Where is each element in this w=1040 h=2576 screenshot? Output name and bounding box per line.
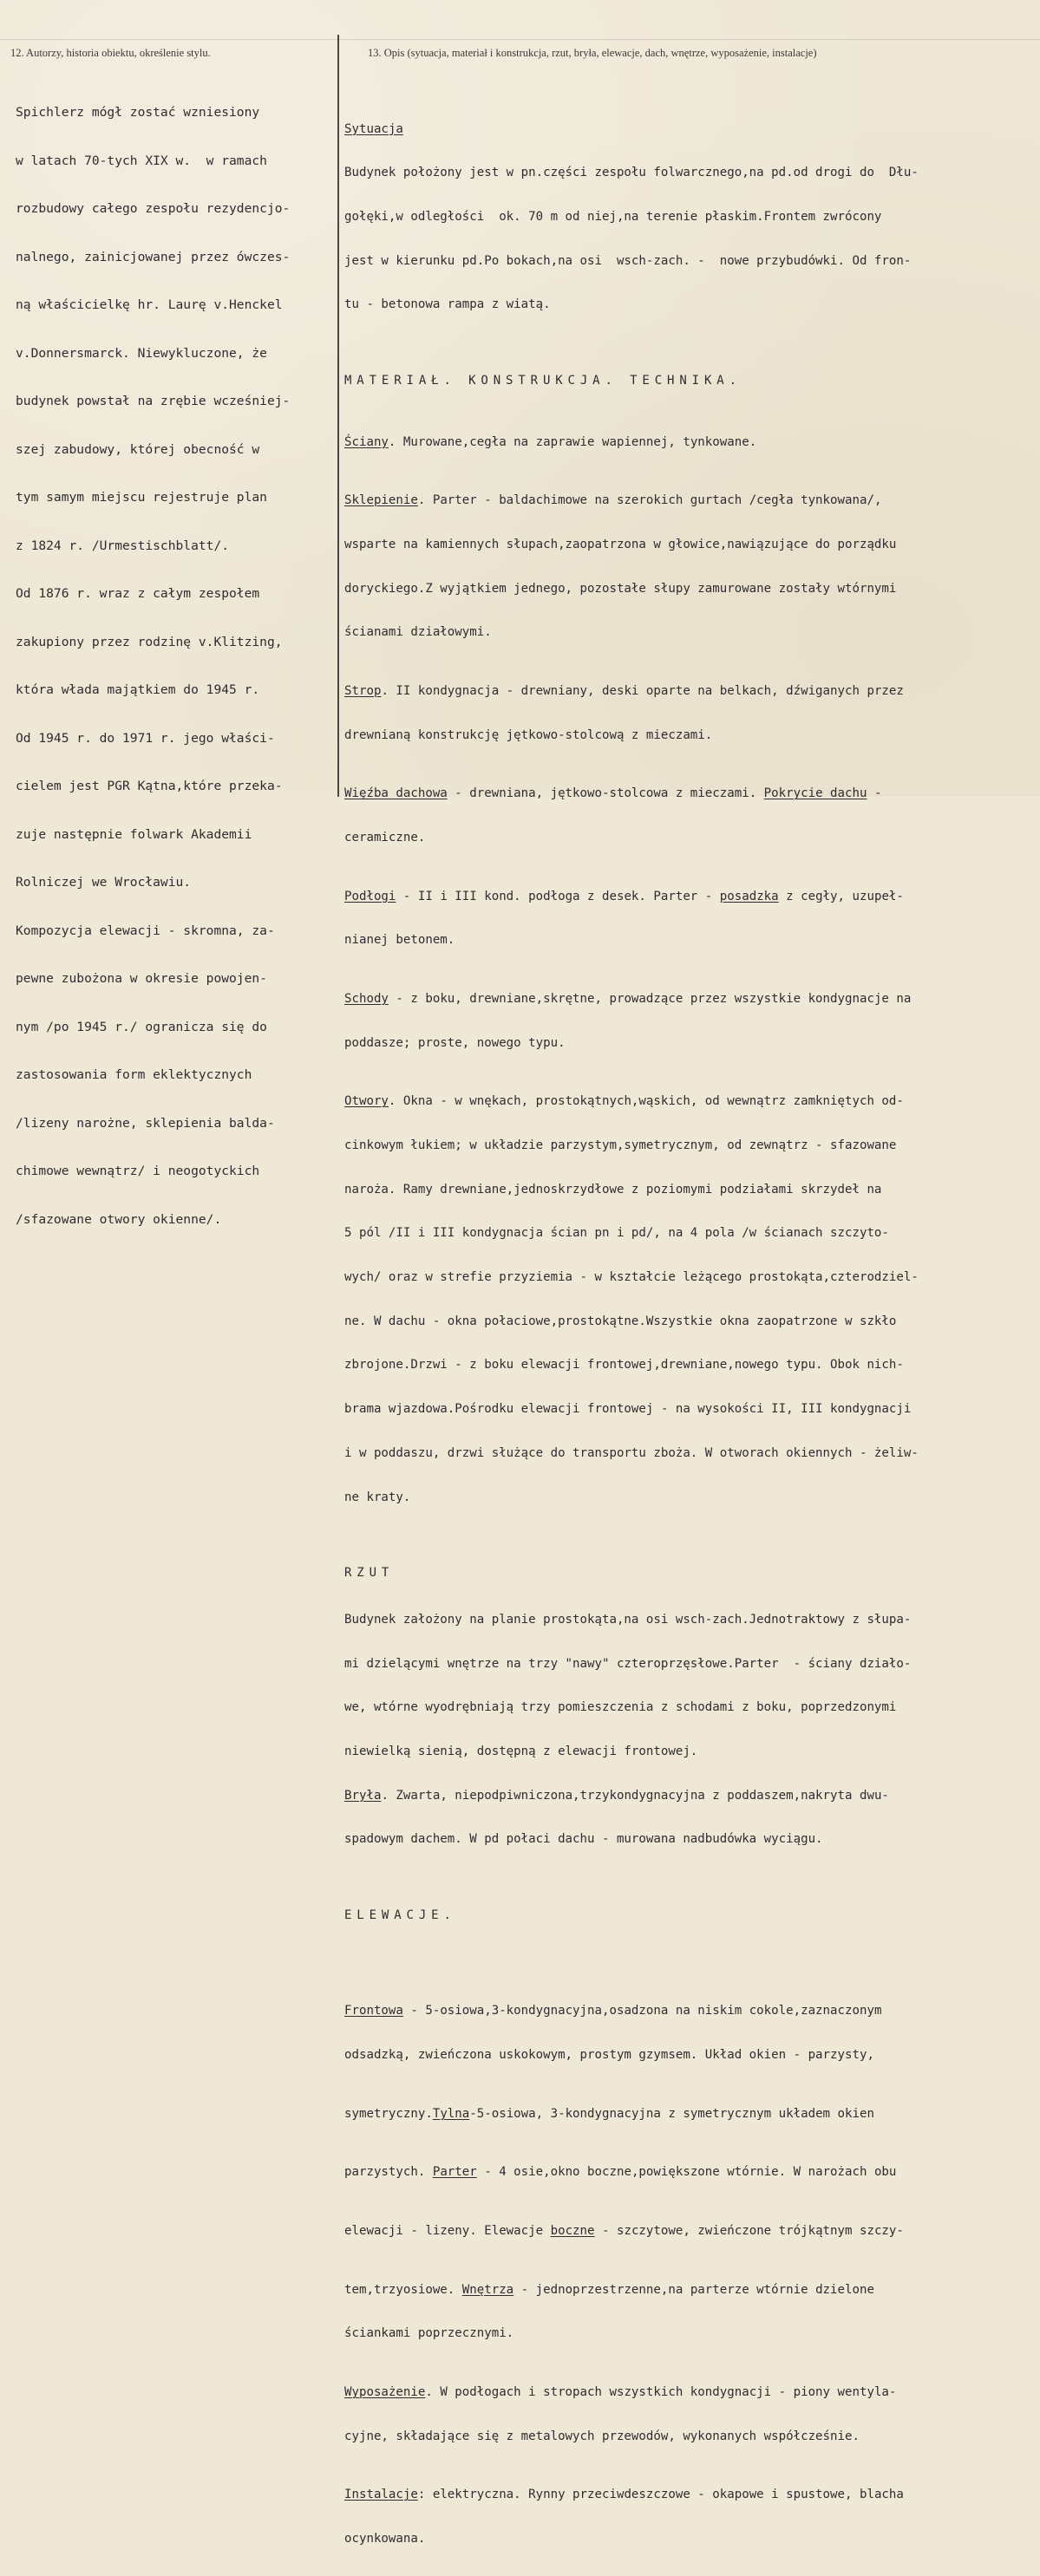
otwory-line: ne kraty. — [344, 1490, 411, 1504]
frontowa-line: odsadzką, zwieńczona uskokowym, prostym gzymsem. Układ okien - parzysty, — [344, 2048, 874, 2063]
wyposazenie-line — [344, 2385, 919, 2400]
boczne-line — [344, 2224, 919, 2239]
tylna-prefix: symetryczny. — [344, 2106, 433, 2121]
history-line: pewne zubożona w okresie powojen- — [16, 971, 267, 986]
bryla-text: . Zwarta, niepodpiwniczona,trzykondygnacyjna z poddaszem,nakryta dwu- — [381, 1788, 889, 1803]
schody-line: poddasze; proste, nowego typu. — [344, 1035, 566, 1050]
sklepienie-label: Sklepienie — [344, 493, 418, 508]
sytuacja-line: gołęki,w odległości ok. 70 m od niej,na terenie płaskim.Frontem zwrócony — [344, 210, 882, 225]
podlogi-line: nianej betonem. — [344, 933, 455, 948]
history-line: Od 1876 r. wraz z całym zespołem — [16, 586, 260, 601]
bryla-line — [344, 1789, 919, 1803]
parter-line — [344, 2165, 919, 2180]
boczne-text: - szczytowe, zwieńczone trójkątnym szczy- — [594, 2224, 904, 2238]
history-line: Rolniczej we Wrocławiu. — [16, 875, 192, 890]
sciany-line — [344, 435, 919, 450]
history-line: nym /po 1945 r./ ogranicza się do — [16, 1019, 267, 1034]
podlogi-line — [344, 890, 919, 904]
section-13-header: 13. Opis (sytuacja, materiał i konstrukcja, rzut, bryła, elewacje, dach, wnętrze, wyposażenie, instalacje) — [368, 47, 817, 59]
sytuacja-line: jest w kierunku pd.Po bokach,na osi wsch-zach. - nowe przybudówki. Od fron- — [344, 253, 912, 268]
boczne-prefix: elewacji - lizeny. Elewacje — [344, 2224, 551, 2238]
rzut-heading: RZUT — [344, 1566, 395, 1581]
otwory-line: i w poddaszu, drzwi służące do transportu zboża. W otworach okiennych - żeliw- — [344, 1445, 919, 1460]
history-line: szej zabudowy, której obecność w — [16, 441, 260, 457]
posadzka-text: z cegły, uzupeł- — [778, 889, 904, 903]
otwory-text: . Okna - w wnękach, prostokątnych,wąskich, od wewnątrz zamkniętych od- — [388, 1094, 904, 1109]
section-12-header: 12. Autorzy, historia obiektu, określenie stylu. — [10, 47, 211, 59]
history-line: z 1824 r. /Urmestischblatt/. — [16, 538, 230, 553]
history-line: w latach 70-tych XIX w. w ramach — [16, 153, 267, 168]
wiezba-label: Więźba dachowa — [344, 786, 448, 801]
pokrycie-label: Pokrycie dachu — [763, 786, 867, 801]
sklepienie-text: . Parter - baldachimowe na szerokich gurtach /cegła tynkowana/, — [417, 493, 882, 508]
sciany-text: . Murowane,cegła na zaprawie wapiennej, tynkowane. — [388, 434, 757, 449]
sytuacja-title-line — [344, 122, 919, 137]
history-line: Spichlerz mógł zostać wzniesiony — [16, 105, 260, 120]
parter-text: - 4 osie,okno boczne,powiększone wtórnie. W narożach obu — [476, 2165, 897, 2180]
sklepienie-line: wsparte na kamiennych słupach,zaopatrzona w głowice,nawiązujące do porządku — [344, 537, 897, 551]
history-line: cielem jest PGR Kątna,które przeka- — [16, 779, 283, 793]
pokrycie-text: - — [867, 786, 882, 801]
strop-line — [344, 684, 919, 699]
wnetrza-label: Wnętrza — [461, 2282, 514, 2297]
parter-label: Parter — [432, 2165, 477, 2180]
column-divider — [337, 35, 339, 797]
frontowa-text: - 5-osiowa,3-kondygnacyjna,osadzona na niskim cokole,zaznaczonym — [402, 2004, 882, 2018]
sytuacja-line: Budynek położony jest w pn.części zespołu folwarcznego,na pd.od drogi do Dłu- — [344, 166, 919, 180]
wyposazenie-label: Wyposażenie — [344, 2384, 426, 2399]
top-rule — [0, 39, 1040, 40]
frontowa-label: Frontowa — [344, 2004, 403, 2018]
schody-text: - z boku, drewniane,skrętne, prowadzące przez wszystkie kondygnacje na — [388, 991, 912, 1006]
wnetrza-text: - jednoprzestrzenne,na parterze wtórnie dzielone — [513, 2282, 874, 2297]
tylna-line — [344, 2107, 919, 2122]
boczne-label: boczne — [550, 2224, 595, 2238]
pokrycie-line: ceramiczne. — [344, 831, 426, 845]
sytuacja-label: Sytuacja — [344, 121, 403, 136]
wiezba-text: - drewniana, jętkowo-stolcowa z mieczami. — [447, 786, 764, 801]
history-line: /sfazowane otwory okienne/. — [16, 1211, 222, 1227]
spacer — [344, 1955, 919, 1960]
rzut-line: we, wtórne wyodrębniają trzy pomieszczenia z schodami z boku, poprzedzonymi — [344, 1700, 897, 1715]
otwory-label: Otwory — [344, 1094, 389, 1109]
rzut-line: mi dzielącymi wnętrze na trzy "nawy" czteroprzęsłowe.Parter - ściany działo- — [344, 1656, 912, 1671]
podlogi-text: - II i III kond. podłoga z desek. Parter - — [396, 889, 720, 903]
strop-line: drewnianą konstrukcję jętkowo-stolcową z mieczami. — [344, 727, 713, 742]
history-line: chimowe wewnątrz/ i neogotyckich — [16, 1164, 260, 1178]
bryla-line: spadowym dachem. W pd połaci dachu - murowana nadbudówka wyciągu. — [344, 1832, 823, 1847]
sklepienie-line: ścianami działowymi. — [344, 625, 492, 640]
history-line: Od 1945 r. do 1971 r. jego właści- — [16, 730, 275, 746]
podlogi-label: Podłogi — [344, 889, 396, 903]
history-line: /lizeny narożne, sklepienia balda- — [16, 1115, 275, 1131]
history-line: która włada majątkiem do 1945 r. — [16, 682, 260, 697]
bryla-label: Bryła — [344, 1788, 382, 1803]
schody-line — [344, 992, 919, 1007]
instalacje-line: ocynkowana. — [344, 2531, 426, 2546]
sklepienie-line: doryckiego.Z wyjątkiem jednego, pozostałe słupy zamurowane zostały wtórnymi — [344, 581, 897, 596]
rzut-line: niewielką sienią, dostępną z elewacji frontowej. — [344, 1745, 698, 1759]
elewacje-heading: ELEWACJE. — [344, 1908, 456, 1922]
parter-prefix: parzystych. — [344, 2165, 433, 2180]
history-line: ną właścicielkę hr. Laurę v.Henckel — [16, 297, 283, 312]
sciany-label: Ściany — [344, 434, 389, 449]
frontowa-line — [344, 2004, 919, 2018]
history-line: budynek powstał na zrębie wcześniej- — [16, 394, 291, 408]
otwory-line: ne. W dachu - okna połaciowe,prostokątne.Wszystkie okna zaopatrzone w szkło — [344, 1314, 897, 1328]
schody-label: Schody — [344, 991, 389, 1006]
otwory-line: 5 pól /II i III kondygnacja ścian pn i pd/, na 4 pola /w ścianach szczyto- — [344, 1226, 889, 1241]
tylna-text: -5-osiowa, 3-kondygnacyjna z symetrycznym układem okien — [469, 2106, 874, 2121]
instalacje-label: Instalacje — [344, 2488, 418, 2502]
tylna-label: Tylna — [432, 2106, 470, 2121]
sklepienie-line — [344, 493, 919, 508]
material-heading: MATERIAŁ. KONSTRUKCJA. TECHNIKA. — [344, 373, 742, 388]
sytuacja-line: tu - betonowa rampa z wiatą. — [344, 297, 551, 312]
otwory-line: cinkowym łukiem; w układzie parzystym,symetrycznym, od zewnątrz - sfazowane — [344, 1138, 897, 1152]
instalacje-line — [344, 2488, 919, 2502]
history-line: nalnego, zainicjowanej przez ówczes- — [16, 249, 291, 264]
wnetrza-prefix: tem,trzyosiowe. — [344, 2282, 462, 2297]
wnetrza-line: ściankami poprzecznymi. — [344, 2326, 514, 2341]
wnetrza-line — [344, 2283, 919, 2298]
history-line: zastosowania form eklektycznych — [16, 1067, 252, 1082]
otwory-line — [344, 1094, 919, 1109]
strop-text: . II kondygnacja - drewniany, deski oparte na belkach, dźwiganych przez — [381, 684, 904, 698]
otwory-line: naroża. Ramy drewniane,jednoskrzydłowe z poziomymi podziałami skrzydeł na — [344, 1182, 882, 1197]
otwory-line: brama wjazdowa.Pośrodku elewacji frontowej - na wysokości II, III kondygnacji — [344, 1402, 912, 1417]
history-line: tym samym miejscu rejestruje plan — [16, 490, 267, 505]
strop-label: Strop — [344, 684, 382, 698]
history-line: rozbudowy całego zespołu rezydencjo- — [16, 201, 291, 216]
history-line: zuje następnie folwark Akademii — [16, 826, 252, 842]
wyposazenie-text: . W podłogach i stropach wszystkich kondygnacji - piony wentyla- — [425, 2384, 897, 2399]
history-line: Kompozycja elewacji - skromna, za- — [16, 923, 275, 938]
history-line: v.Donnersmarck. Niewykluczone, że — [16, 345, 267, 361]
description-column — [344, 63, 919, 2576]
history-line: zakupiony przez rodzinę v.Klitzing, — [16, 634, 283, 649]
history-column — [16, 73, 290, 1260]
wyposazenie-line: cyjne, składające się z metalowych przewodów, wykonanych współcześnie. — [344, 2429, 860, 2443]
posadzka-label: posadzka — [719, 889, 779, 903]
otwory-line: zbrojone.Drzwi - z boku elewacji frontowej,drewniane,nowego typu. Obok nich- — [344, 1358, 904, 1373]
wiezba-line — [344, 786, 919, 801]
rzut-line: Budynek założony na planie prostokąta,na osi wsch-zach.Jednotraktowy z słupa- — [344, 1612, 912, 1627]
instalacje-text: : elektryczna. Rynny przeciwdeszczowe - okapowe i spustowe, blacha — [417, 2488, 904, 2502]
otwory-line: wych/ oraz w strefie przyziemia - w kształcie leżącego prostokąta,czterodziel- — [344, 1270, 919, 1285]
